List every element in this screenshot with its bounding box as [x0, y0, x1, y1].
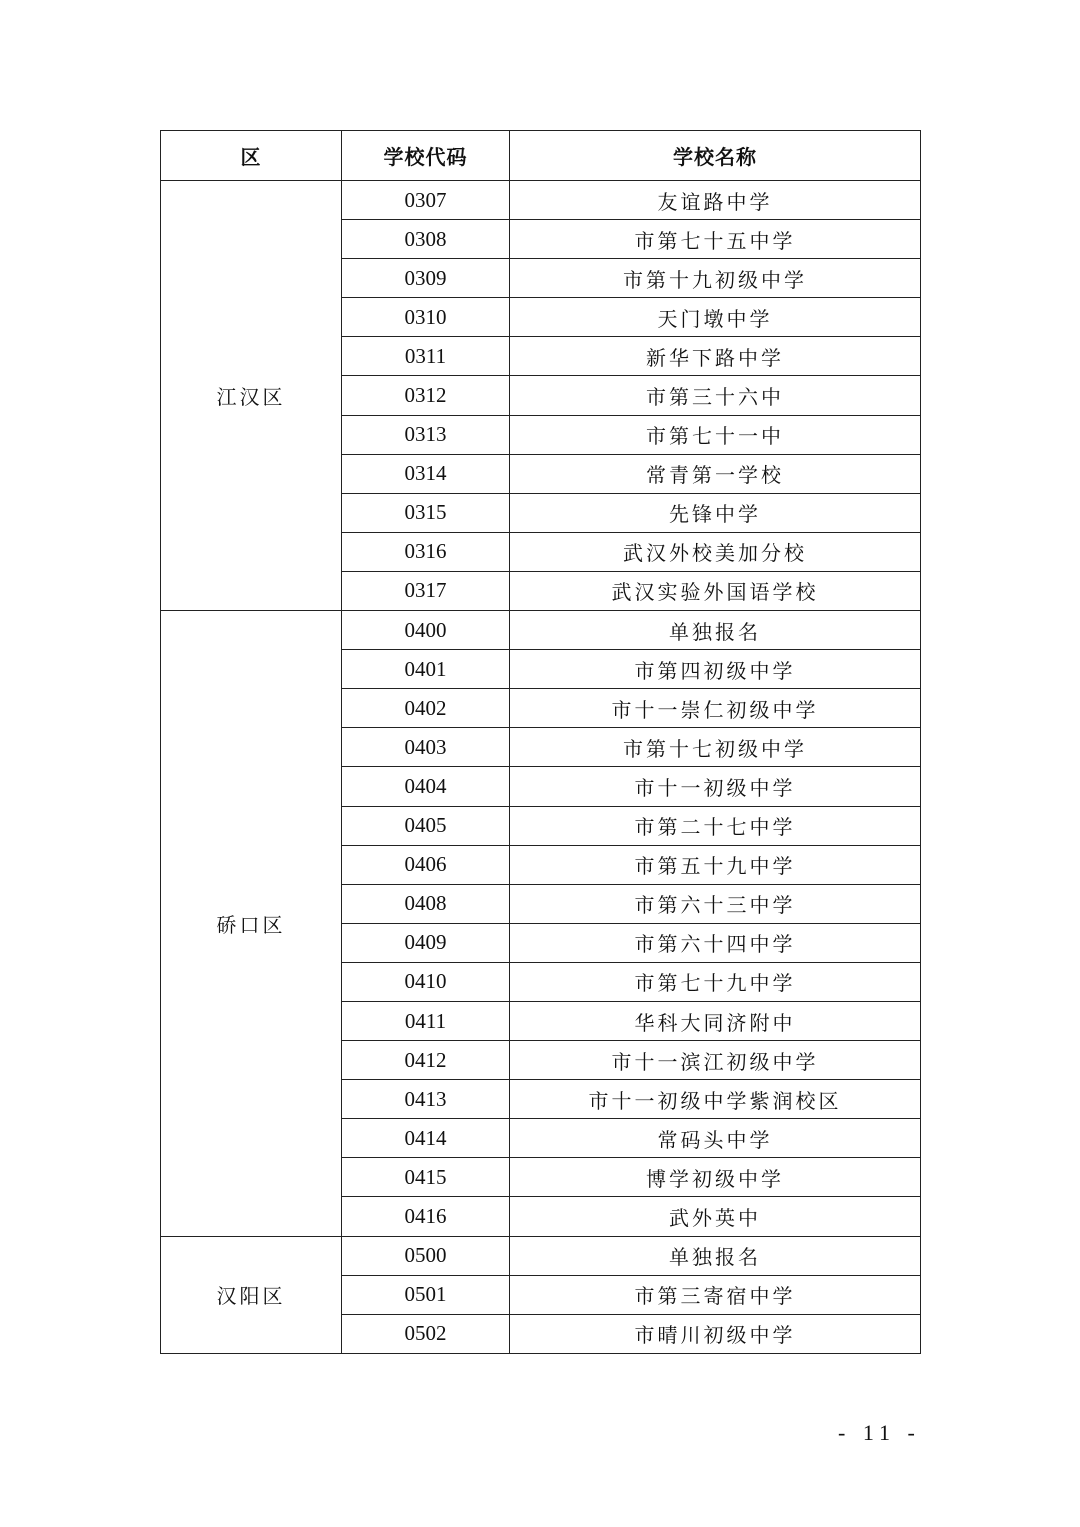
school-name-cell: 市十一初级中学紫润校区	[510, 1080, 921, 1119]
school-name-cell: 市第五十九中学	[510, 845, 921, 884]
school-code-cell: 0408	[342, 884, 510, 923]
school-code-cell: 0307	[342, 181, 510, 220]
school-code-cell: 0308	[342, 220, 510, 259]
school-code-cell: 0409	[342, 923, 510, 962]
school-code-cell: 0309	[342, 259, 510, 298]
school-name-cell: 市第七十一中	[510, 415, 921, 454]
school-code-cell: 0500	[342, 1236, 510, 1275]
school-name-cell: 单独报名	[510, 611, 921, 650]
table-body	[161, 181, 921, 1354]
school-code-cell: 0316	[342, 532, 510, 571]
school-code-cell: 0415	[342, 1158, 510, 1197]
school-name-cell: 市第三寄宿中学	[510, 1275, 921, 1314]
school-name-cell: 市第十九初级中学	[510, 259, 921, 298]
school-code-cell: 0402	[342, 689, 510, 728]
district-cell: 硚口区	[161, 611, 342, 1237]
table-header-row	[161, 131, 921, 181]
page-number: - 11 -	[838, 1420, 921, 1445]
school-code-cell: 0406	[342, 845, 510, 884]
school-code-cell: 0414	[342, 1119, 510, 1158]
school-code-cell: 0405	[342, 806, 510, 845]
header-school-name: 学校名称	[510, 131, 921, 181]
school-name-cell: 天门墩中学	[510, 298, 921, 337]
school-code-cell: 0404	[342, 767, 510, 806]
school-name-cell: 单独报名	[510, 1236, 921, 1275]
header-district: 区	[161, 131, 342, 181]
district-cell: 江汉区	[161, 181, 342, 611]
school-name-cell: 市晴川初级中学	[510, 1314, 921, 1353]
school-name-cell: 市十一初级中学	[510, 767, 921, 806]
school-name-cell: 博学初级中学	[510, 1158, 921, 1197]
school-name-cell: 友谊路中学	[510, 181, 921, 220]
school-name-cell: 武汉实验外国语学校	[510, 571, 921, 610]
school-code-cell: 0412	[342, 1041, 510, 1080]
school-name-cell: 市十一滨江初级中学	[510, 1041, 921, 1080]
school-name-cell: 市第四初级中学	[510, 650, 921, 689]
school-name-cell: 武外英中	[510, 1197, 921, 1236]
school-name-cell: 市第七十九中学	[510, 962, 921, 1001]
school-code-table	[160, 130, 921, 1354]
school-name-cell: 市第二十七中学	[510, 806, 921, 845]
school-code-cell: 0411	[342, 1001, 510, 1040]
table-row	[161, 611, 921, 650]
school-name-cell: 常青第一学校	[510, 454, 921, 493]
school-code-cell: 0403	[342, 728, 510, 767]
school-code-cell: 0416	[342, 1197, 510, 1236]
school-name-cell: 市第十七初级中学	[510, 728, 921, 767]
school-code-cell: 0317	[342, 571, 510, 610]
school-name-cell: 新华下路中学	[510, 337, 921, 376]
school-code-cell: 0413	[342, 1080, 510, 1119]
school-code-cell: 0400	[342, 611, 510, 650]
school-name-cell: 市第三十六中	[510, 376, 921, 415]
school-name-cell: 常码头中学	[510, 1119, 921, 1158]
school-code-cell: 0312	[342, 376, 510, 415]
school-code-cell: 0502	[342, 1314, 510, 1353]
school-code-cell: 0310	[342, 298, 510, 337]
school-name-cell: 市第七十五中学	[510, 220, 921, 259]
school-code-cell: 0410	[342, 962, 510, 1001]
school-code-cell: 0401	[342, 650, 510, 689]
school-code-cell: 0501	[342, 1275, 510, 1314]
school-name-cell: 华科大同济附中	[510, 1001, 921, 1040]
school-code-cell: 0313	[342, 415, 510, 454]
school-name-cell: 先锋中学	[510, 493, 921, 532]
table-row	[161, 181, 921, 220]
table-row	[161, 1236, 921, 1275]
school-name-cell: 市第六十三中学	[510, 884, 921, 923]
school-name-cell: 武汉外校美加分校	[510, 532, 921, 571]
school-code-cell: 0311	[342, 337, 510, 376]
school-name-cell: 市十一崇仁初级中学	[510, 689, 921, 728]
district-cell: 汉阳区	[161, 1236, 342, 1353]
school-code-cell: 0315	[342, 493, 510, 532]
school-code-cell: 0314	[342, 454, 510, 493]
header-school-code: 学校代码	[342, 131, 510, 181]
school-name-cell: 市第六十四中学	[510, 923, 921, 962]
